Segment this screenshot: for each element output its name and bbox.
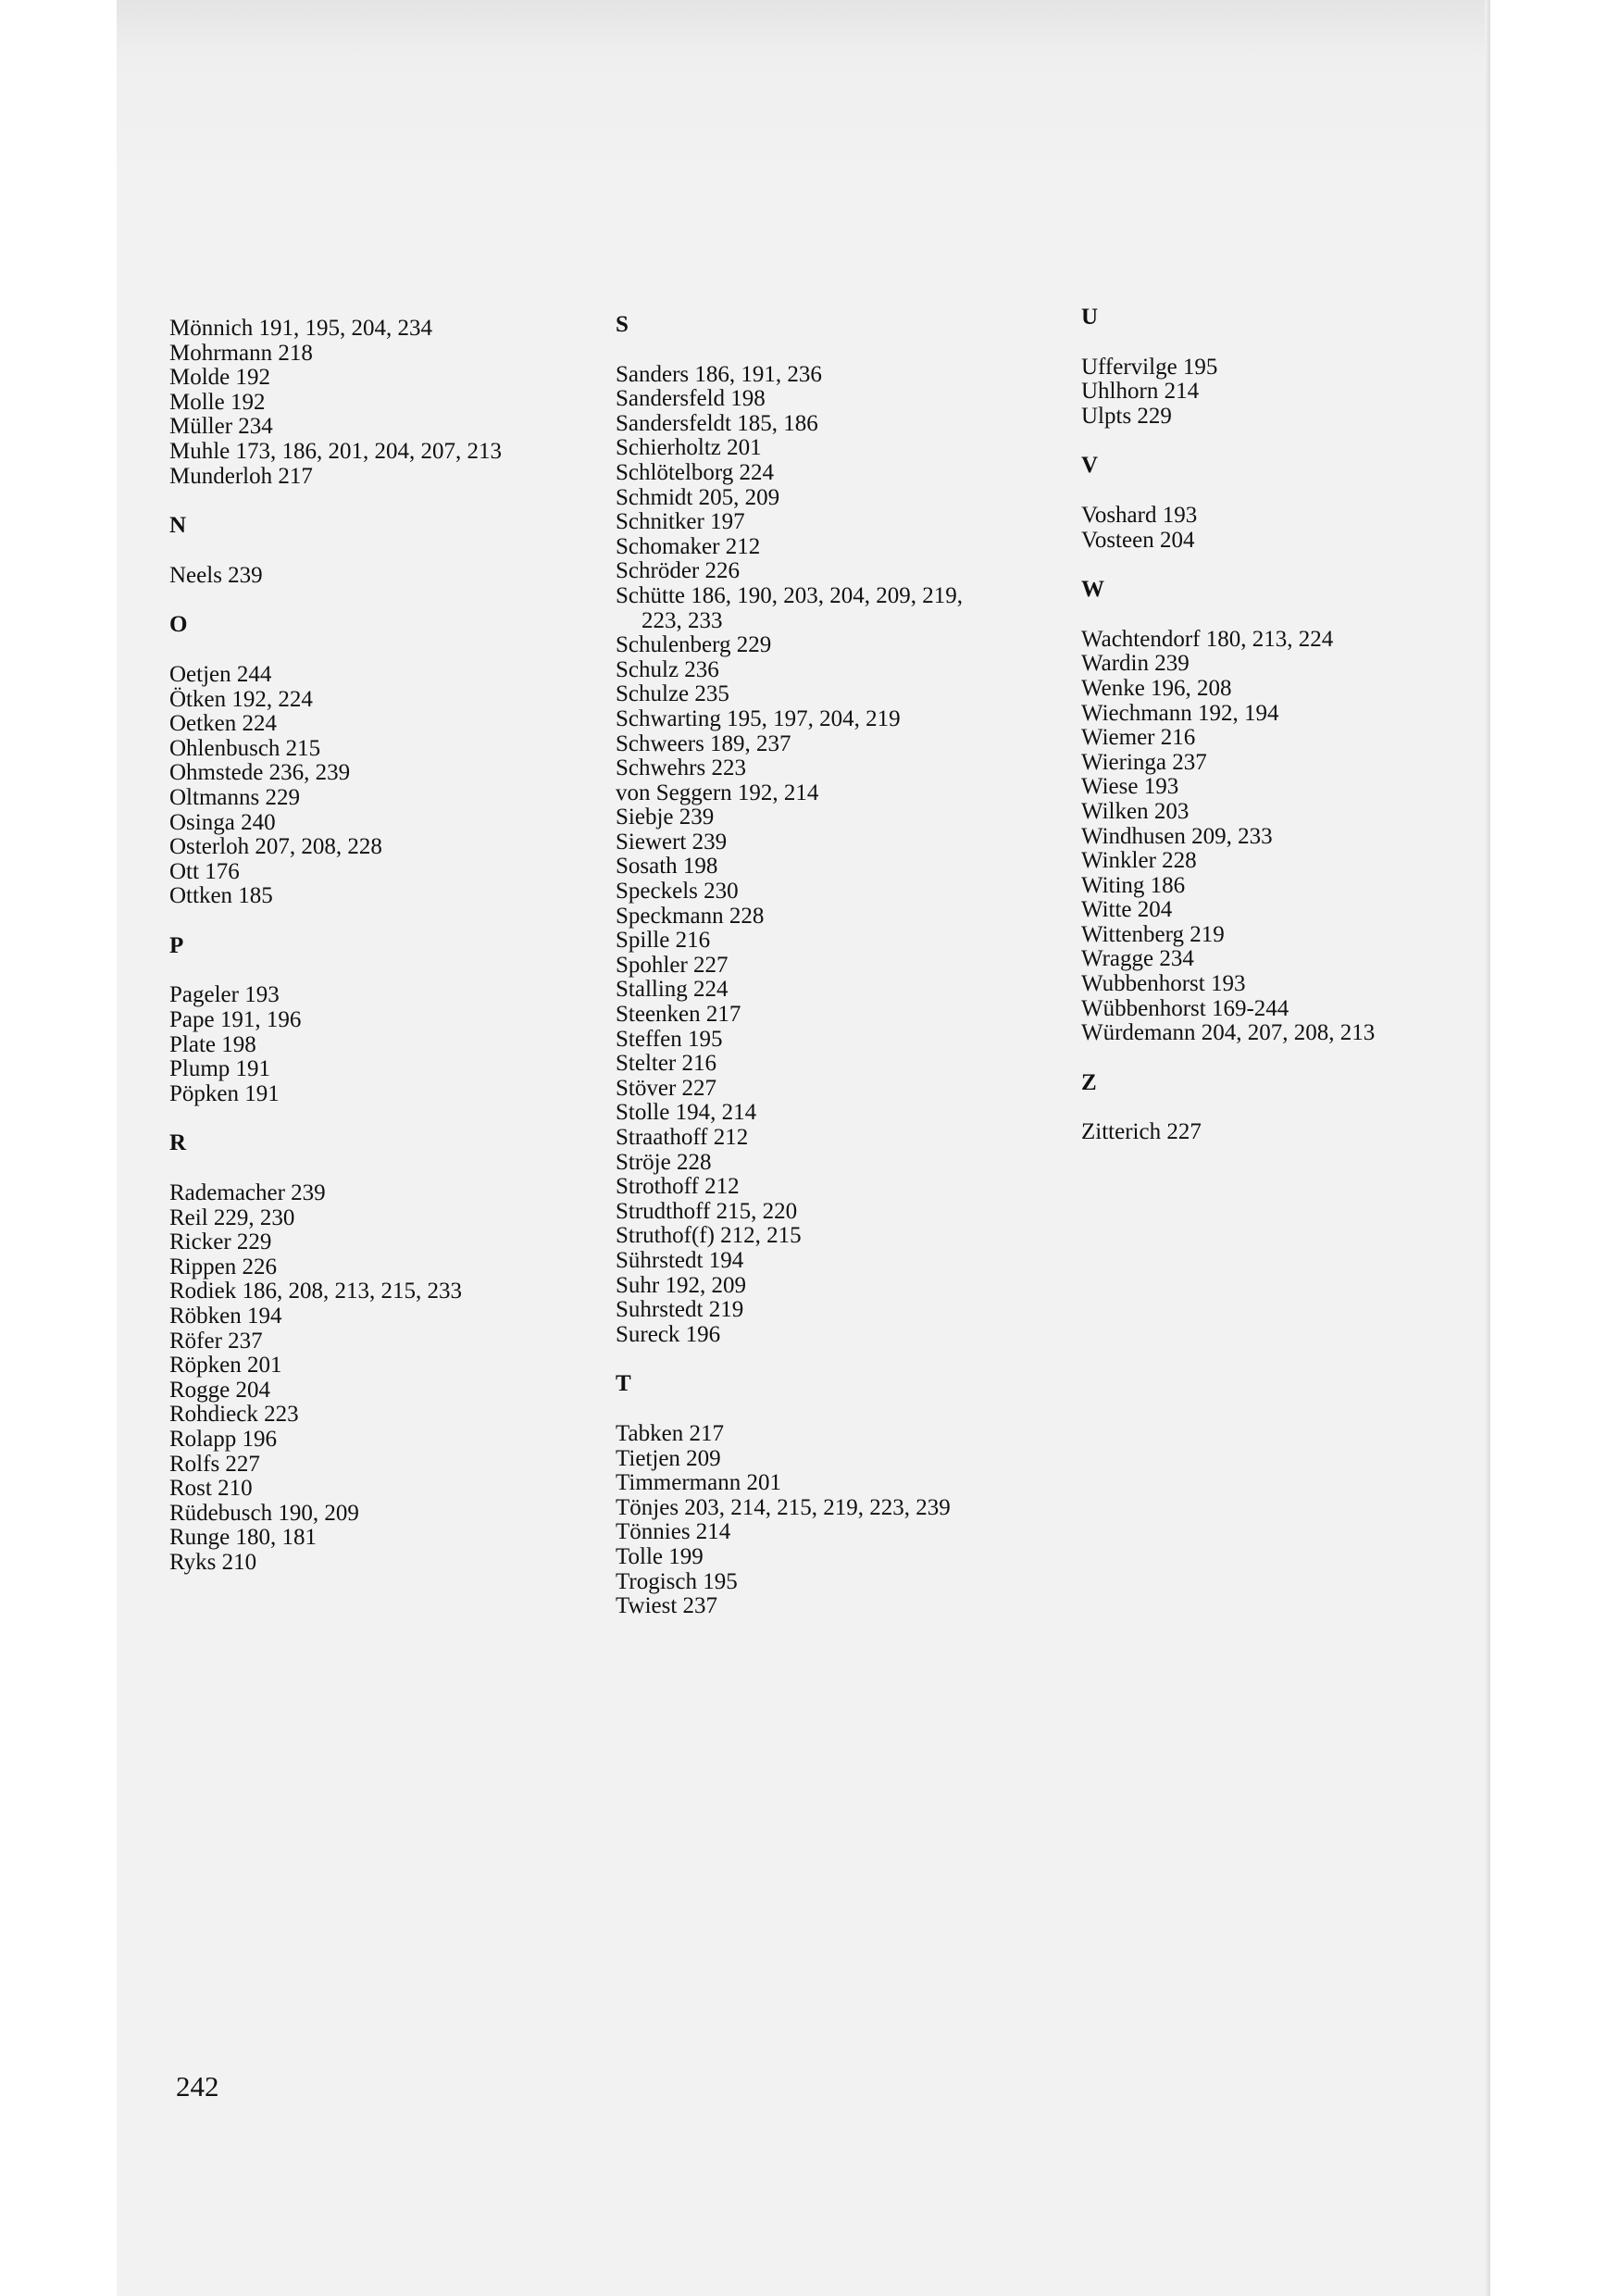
index-column-1 bbox=[169, 317, 502, 1576]
index-entry: Ohmstede 236, 239 bbox=[169, 760, 351, 786]
index-entry: Rolfs 227 bbox=[169, 1451, 260, 1477]
index-entry: Wiese 193 bbox=[1081, 774, 1179, 800]
index-entry: Windhusen 209, 233 bbox=[1081, 823, 1273, 849]
index-entry: Schmidt 205, 209 bbox=[616, 484, 780, 510]
index-entry: Wragge 234 bbox=[1081, 946, 1194, 972]
index-entry: Tabken 217 bbox=[616, 1420, 724, 1446]
index-entry: Zitterich 227 bbox=[1081, 1119, 1202, 1145]
index-entry: Uffervilge 195 bbox=[1081, 354, 1218, 380]
page-number: 242 bbox=[176, 2070, 219, 2103]
index-entry: Tönnies 214 bbox=[616, 1519, 731, 1545]
index-entry: Molle 192 bbox=[169, 389, 266, 415]
index-entry: Rüdebusch 190, 209 bbox=[169, 1500, 359, 1526]
section-letter: T bbox=[616, 1371, 631, 1397]
section-letter: Z bbox=[1081, 1069, 1097, 1095]
index-entry: Spille 216 bbox=[616, 928, 711, 954]
index-entry: Uhlhorn 214 bbox=[1081, 379, 1200, 405]
index-entry: Timmermann 201 bbox=[616, 1470, 781, 1496]
index-entry: Schwarting 195, 197, 204, 219 bbox=[616, 705, 901, 731]
section-letter: S bbox=[616, 312, 629, 337]
index-entry: Schweers 189, 237 bbox=[616, 730, 791, 756]
index-entry: Reil 229, 230 bbox=[169, 1204, 295, 1230]
index-entry: Schröder 226 bbox=[616, 558, 740, 584]
index-entry: Wieringa 237 bbox=[1081, 749, 1207, 775]
index-entry: Röbken 194 bbox=[169, 1304, 282, 1329]
index-entry: Ströje 228 bbox=[616, 1149, 712, 1175]
section-letter: W bbox=[1081, 577, 1104, 603]
index-column-2 bbox=[616, 313, 963, 1619]
index-entry: Tönjes 203, 214, 215, 219, 223, 239 bbox=[616, 1494, 951, 1520]
index-entry: Rogge 204 bbox=[169, 1377, 271, 1403]
index-entry: Trogisch 195 bbox=[616, 1568, 738, 1594]
index-entry-continuation: 223, 233 bbox=[642, 607, 723, 633]
index-entry: Schierholtz 201 bbox=[616, 435, 762, 461]
index-entry: Witte 204 bbox=[1081, 897, 1173, 923]
index-entry: Ötken 192, 224 bbox=[169, 686, 313, 712]
index-entry: Runge 180, 181 bbox=[169, 1525, 318, 1551]
index-entry: Muhle 173, 186, 201, 204, 207, 213 bbox=[169, 438, 503, 464]
index-entry: Schnitker 197 bbox=[616, 509, 745, 535]
section-letter: N bbox=[169, 513, 187, 539]
index-entry: Schulz 236 bbox=[616, 656, 719, 682]
index-entry: von Seggern 192, 214 bbox=[616, 780, 819, 805]
section-letter: V bbox=[1081, 453, 1099, 479]
index-entry: Osinga 240 bbox=[169, 809, 276, 835]
index-entry: Steffen 195 bbox=[616, 1026, 723, 1052]
index-entry: Wittenberg 219 bbox=[1081, 921, 1225, 947]
index-entry: Schulze 235 bbox=[616, 681, 729, 707]
index-entry: Mönnich 191, 195, 204, 234 bbox=[169, 316, 433, 341]
index-entry: Twiest 237 bbox=[616, 1593, 718, 1619]
index-entry: Siewert 239 bbox=[616, 829, 728, 855]
index-entry: Sandersfeld 198 bbox=[616, 386, 766, 412]
index-entry: Voshard 193 bbox=[1081, 502, 1198, 528]
index-entry: Schomaker 212 bbox=[616, 533, 761, 559]
index-entry: Speckmann 228 bbox=[616, 903, 765, 929]
index-entry: Ulpts 229 bbox=[1081, 403, 1172, 429]
index-entry: Pape 191, 196 bbox=[169, 1007, 302, 1033]
section-letter: R bbox=[169, 1130, 187, 1156]
index-entry: Sanders 186, 191, 236 bbox=[616, 361, 822, 387]
index-entry: Strudthoff 215, 220 bbox=[616, 1198, 798, 1224]
index-entry: Rippen 226 bbox=[169, 1254, 277, 1279]
index-entry: Witing 186 bbox=[1081, 872, 1186, 898]
index-entry: Rohdieck 223 bbox=[169, 1402, 299, 1428]
index-entry: Pöpken 191 bbox=[169, 1080, 280, 1106]
index-entry: Winkler 228 bbox=[1081, 848, 1197, 874]
index-entry: Schwehrs 223 bbox=[616, 755, 746, 781]
index-entry: Stöver 227 bbox=[616, 1075, 717, 1101]
index-column-3 bbox=[1081, 306, 1375, 1145]
index-entry: Speckels 230 bbox=[616, 879, 739, 905]
index-entry: Ryks 210 bbox=[169, 1549, 257, 1575]
index-entry: Mohrmann 218 bbox=[169, 340, 313, 366]
section-letter: O bbox=[169, 612, 188, 638]
index-entry: Munderloh 217 bbox=[169, 463, 313, 489]
section-letter: P bbox=[169, 932, 184, 958]
index-entry: Schlötelborg 224 bbox=[616, 459, 775, 485]
index-entry: Ricker 229 bbox=[169, 1229, 272, 1255]
index-entry: Molde 192 bbox=[169, 365, 271, 391]
index-entry: Sosath 198 bbox=[616, 854, 718, 880]
index-entry: Suhrstedt 219 bbox=[616, 1297, 744, 1323]
index-entry: Ohlenbusch 215 bbox=[169, 735, 321, 761]
index-entry: Wenke 196, 208 bbox=[1081, 675, 1232, 701]
index-entry: Röfer 237 bbox=[169, 1328, 263, 1354]
index-entry: Tolle 199 bbox=[616, 1543, 704, 1569]
index-entry: Schütte 186, 190, 203, 204, 209, 219, bbox=[616, 582, 963, 608]
index-entry: Stelter 216 bbox=[616, 1051, 717, 1077]
index-entry: Sureck 196 bbox=[616, 1321, 721, 1347]
index-entry: Wubbenhorst 193 bbox=[1081, 971, 1246, 997]
page-edge-shadow bbox=[1485, 0, 1490, 2296]
index-entry: Wübbenhorst 169-244 bbox=[1081, 995, 1289, 1021]
index-entry: Rodiek 186, 208, 213, 215, 233 bbox=[169, 1279, 462, 1304]
index-entry: Struthof(f) 212, 215 bbox=[616, 1223, 802, 1249]
index-entry: Oetjen 244 bbox=[169, 661, 272, 687]
index-entry: Siebje 239 bbox=[616, 805, 715, 830]
index-entry: Rost 210 bbox=[169, 1476, 253, 1502]
index-entry: Ottken 185 bbox=[169, 883, 273, 909]
index-entry: Spohler 227 bbox=[616, 952, 729, 978]
index-entry: Wilken 203 bbox=[1081, 798, 1190, 824]
index-entry: Suhr 192, 209 bbox=[616, 1272, 746, 1298]
index-entry: Plate 198 bbox=[169, 1031, 256, 1057]
index-entry: Oetken 224 bbox=[169, 711, 277, 737]
index-entry: Würdemann 204, 207, 208, 213 bbox=[1081, 1020, 1376, 1046]
index-entry: Tietjen 209 bbox=[616, 1445, 721, 1471]
index-entry: Stalling 224 bbox=[616, 977, 729, 1003]
index-entry: Wiemer 216 bbox=[1081, 725, 1196, 751]
index-entry: Osterloh 207, 208, 228 bbox=[169, 834, 382, 860]
index-entry: Wachtendorf 180, 213, 224 bbox=[1081, 626, 1334, 652]
index-entry: Steenken 217 bbox=[616, 1002, 741, 1028]
index-entry: Schulenberg 229 bbox=[616, 632, 772, 658]
index-entry: Ott 176 bbox=[169, 858, 240, 884]
index-entry: Straathoff 212 bbox=[616, 1125, 749, 1150]
index-entry: Neels 239 bbox=[169, 562, 263, 588]
index-entry: Strothoff 212 bbox=[616, 1174, 740, 1200]
index-entry: Wardin 239 bbox=[1081, 651, 1190, 677]
index-entry: Sührstedt 194 bbox=[616, 1247, 744, 1273]
index-entry: Vosteen 204 bbox=[1081, 527, 1195, 553]
index-entry: Müller 234 bbox=[169, 414, 273, 440]
index-entry: Wiechmann 192, 194 bbox=[1081, 700, 1279, 726]
index-entry: Stolle 194, 214 bbox=[616, 1100, 757, 1126]
index-entry: Pageler 193 bbox=[169, 982, 280, 1008]
index-entry: Rademacher 239 bbox=[169, 1180, 326, 1206]
index-entry: Röpken 201 bbox=[169, 1353, 282, 1379]
index-entry: Plump 191 bbox=[169, 1056, 271, 1082]
index-entry: Sandersfeldt 185, 186 bbox=[616, 410, 818, 436]
index-entry: Rolapp 196 bbox=[169, 1426, 277, 1452]
section-letter: U bbox=[1081, 305, 1099, 330]
index-entry: Oltmanns 229 bbox=[169, 784, 300, 810]
